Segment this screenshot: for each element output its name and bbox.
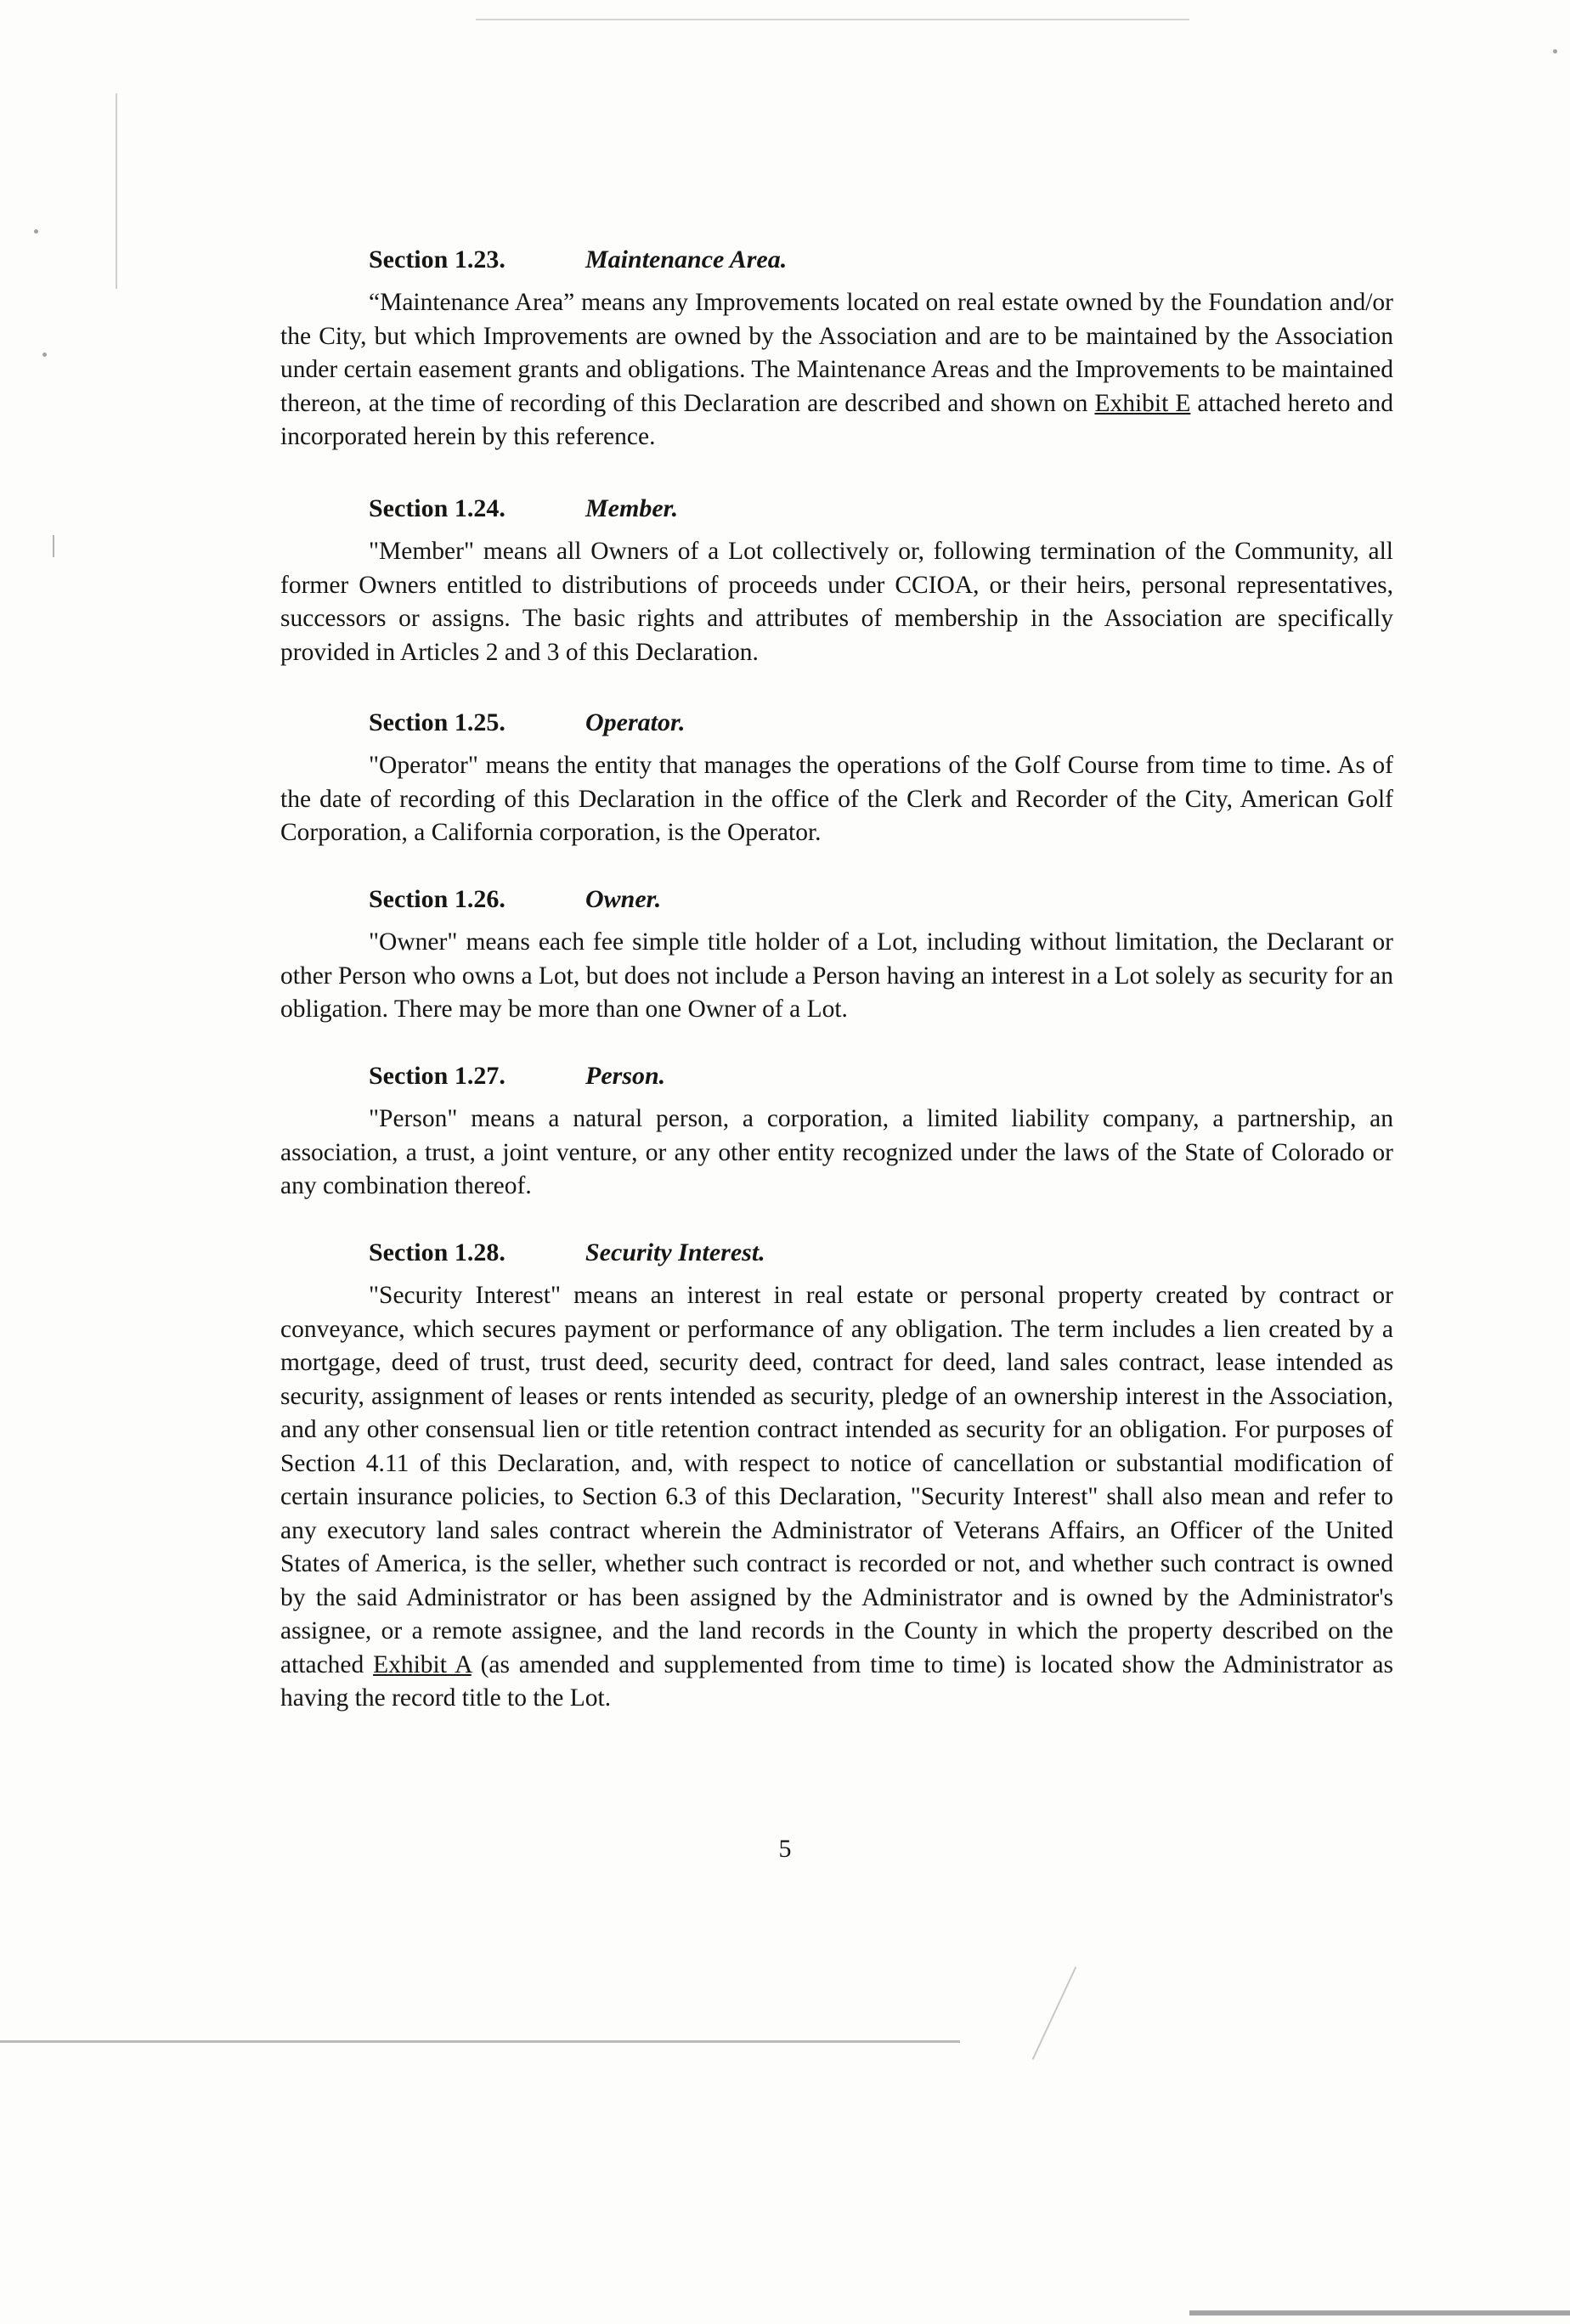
section-heading — [369, 1237, 1393, 1269]
section-title: Security Interest. — [585, 1238, 765, 1266]
section-number: Section 1.25. — [369, 708, 505, 736]
section-heading — [369, 883, 1393, 916]
section-title: Operator. — [585, 708, 686, 736]
section-number: Section 1.28. — [369, 1238, 505, 1266]
section-title: Maintenance Area. — [585, 245, 788, 274]
section-paragraph — [280, 286, 1393, 454]
scan-artifact-dot — [34, 229, 38, 234]
section-title: Owner. — [585, 885, 662, 913]
section-heading — [369, 707, 1393, 739]
scan-artifact-top-line — [476, 19, 1189, 20]
scan-artifact-bottom-right-line — [1189, 2310, 1570, 2316]
section-title: Person. — [585, 1062, 666, 1090]
section-number: Section 1.27. — [369, 1062, 505, 1090]
paragraph-text: “Maintenance Area” means any Improvements located on real estate owned by the Foundation and/or the City, but which Improvements are owned by the Association and are to be maintained by the Association under certain easement grants and obligations. The Maintenance Areas and the Improvements to be maintained thereon, at the time of recording of this Declaration are described and shown on — [280, 289, 1393, 417]
exhibit-e-reference: Exhibit E — [1094, 389, 1191, 417]
section-number: Section 1.26. — [369, 885, 505, 913]
section-title: Member. — [585, 494, 679, 522]
section-1-24 — [280, 493, 1393, 669]
scan-artifact-dot — [1553, 49, 1557, 54]
exhibit-a-reference: Exhibit A — [373, 1650, 472, 1678]
section-paragraph: "Person" means a natural person, a corporation, a limited liability company, a partnership, an association, a trust, a joint venture, or any other entity recognized under the laws of the State of Colorado or any combination thereof. — [280, 1105, 1393, 1199]
section-number: Section 1.24. — [369, 494, 505, 522]
paragraph-text: attached hereto and incorporated herein by this reference. — [280, 389, 1393, 450]
section-heading — [369, 1060, 1393, 1092]
section-paragraph — [280, 1279, 1393, 1716]
paragraph-text: "Security Interest" means an interest in real estate or personal property created by contract or conveyance, which secures payment or performance of any obligation. The term includes a lien created by a mortgage, deed of trust, trust deed, security deed, contract for deed, land sales contract, lease intended as security, assignment of leases or rents intended as security, pledge of an ownership interest in the Association, and any other consensual lien or title retention contract intended as security for an obligation. For purposes of Section 4.11 of this Declaration, and, with respect to notice of cancellation or substantial modification of certain insurance policies, to Section 6.3 of this Declaration, "Security Interest" shall also mean and refer to any executory land sales contract wherein the Administrator of Veterans Affairs, an Officer of the United States of America, is the seller, whether such contract is recorded or not, and whether such contract is owned by the said Administrator or has been assigned by the Administrator and is owned by the Administrator's assignee, or a remote assignee, and the land records in the County in which the property described on the attached — [280, 1282, 1393, 1678]
section-paragraph: "Member" means all Owners of a Lot collectively or, following termination of the Community, all former Owners entitled to distributions of proceeds under CCIOA, or their heirs, personal representatives, successors or assigns. The basic rights and attributes of membership in the Association are specifically provided in Articles 2 and 3 of this Declaration. — [280, 538, 1393, 666]
section-1-28 — [280, 1237, 1393, 1716]
scan-artifact-dot — [42, 353, 47, 357]
section-heading — [369, 493, 1393, 525]
section-heading — [369, 244, 1393, 276]
section-1-23 — [280, 244, 1393, 454]
section-paragraph: "Owner" means each fee simple title holder of a Lot, including without limitation, the Declarant or other Person who owns a Lot, but does not include a Person having an interest in a Lot solely as security for an obligation. There may be more than one Owner of a Lot. — [280, 928, 1394, 1023]
section-1-26 — [280, 883, 1393, 1027]
section-1-25 — [280, 707, 1393, 850]
section-number: Section 1.23. — [369, 245, 505, 274]
scan-artifact-left-tick — [53, 535, 54, 557]
paragraph-text: (as amended and supplemented from time to time) is located show the Administrator as having the record title to the Lot. — [280, 1650, 1393, 1712]
section-1-27 — [280, 1060, 1393, 1204]
section-paragraph: "Operator" means the entity that manages the operations of the Golf Course from time to time. As of the date of recording of this Declaration in the office of the Clerk and Recorder of the City, American Golf Corporation, a California corporation, is the Operator. — [280, 752, 1393, 846]
scan-artifact-slash — [1032, 1966, 1077, 2060]
scan-artifact-bottom-line — [0, 2040, 960, 2043]
page-number: 5 — [778, 1835, 792, 1863]
scan-artifact-left-line — [116, 93, 117, 289]
